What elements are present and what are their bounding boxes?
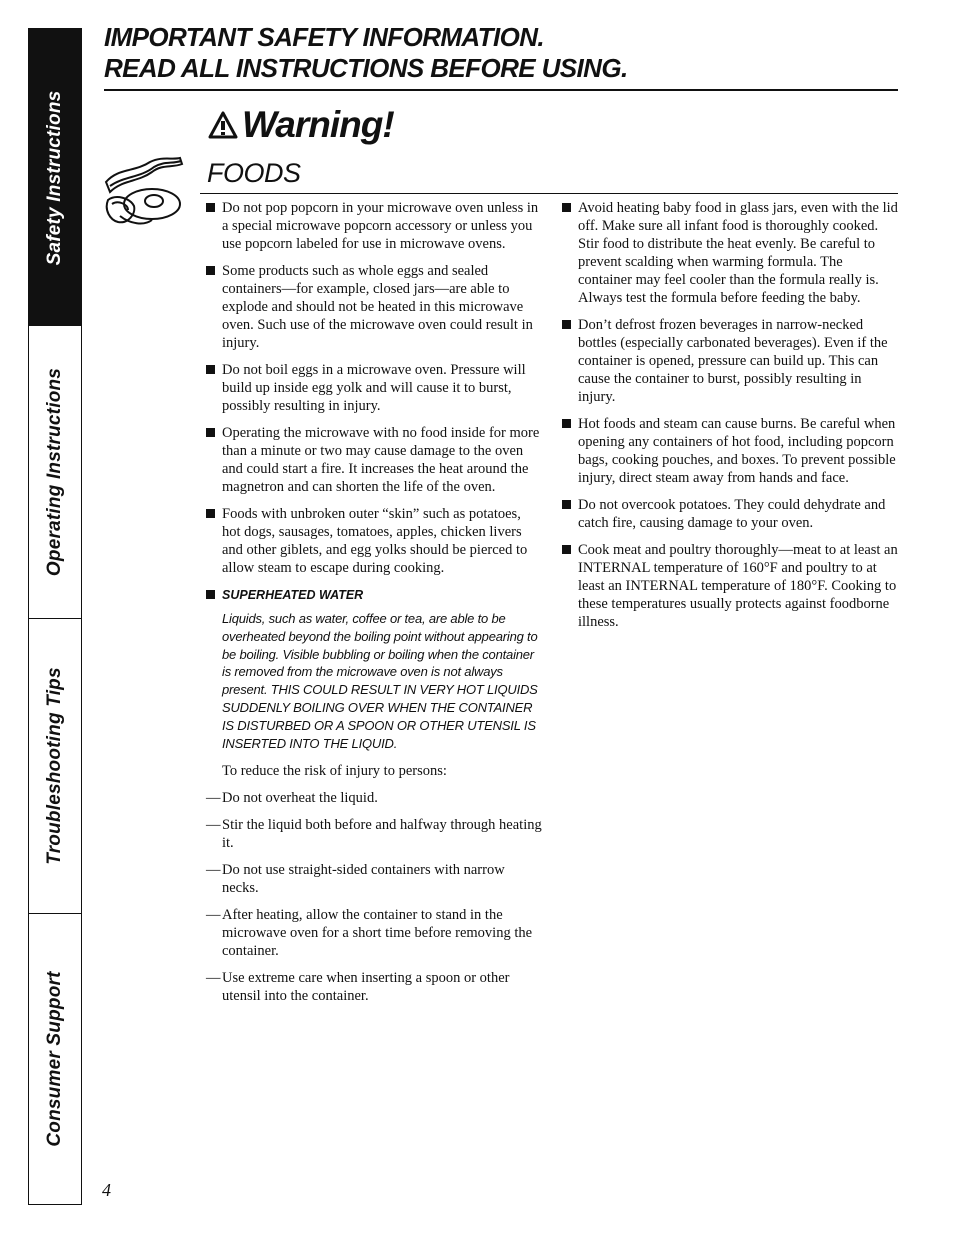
bullet-square-icon <box>562 419 571 428</box>
item-text: Foods with unbroken outer “skin” such as potatoes, hot dogs, sausages, tomatoes, apples, chicken livers and other giblets, and egg yolks should be pierced to allow steam to escape during cooking. <box>222 506 528 576</box>
superheated-paragraph: Liquids, such as water, coffee or tea, are able to be overheated beyond the boiling point without appearing to be boiling. Visible bubbling or boiling when the container is removed from the microwave oven is not always present. THIS COULD RESULT IN VERY HOT LIQUIDS SUDDENLY BOILING OVER WHEN THE CONTAINER IS DISTURBED OR A SPOON OR OTHER UTENSIL IS INSERTED INTO THE LIQUID. <box>222 611 538 751</box>
superheated-heading: SUPERHEATED WATER <box>222 588 364 602</box>
tab-safety-instructions[interactable] <box>29 29 81 326</box>
tab-operating-instructions[interactable] <box>29 326 81 618</box>
dash-text: Do not overheat the liquid. <box>222 790 378 807</box>
right-column <box>562 199 898 640</box>
em-dash: — <box>206 790 221 807</box>
tab-label: Troubleshooting Tips <box>44 666 65 865</box>
dash-item <box>206 969 542 1005</box>
page-number: 4 <box>102 1180 111 1200</box>
header-line-2: READ ALL INSTRUCTIONS BEFORE USING. <box>104 53 628 83</box>
item-text: Do not pop popcorn in your microwave oven unless in a special microwave popcorn accessory or unless you use popcorn labeled for use in microwave ovens. <box>222 200 539 252</box>
em-dash: — <box>206 907 221 924</box>
list-item <box>562 316 898 406</box>
dash-text: Do not use straight-sided containers with narrow necks. <box>222 862 505 897</box>
tab-consumer-support[interactable] <box>29 913 81 1204</box>
section-tabs <box>28 28 82 1205</box>
dash-item <box>206 861 542 897</box>
bullet-square-icon <box>206 203 215 212</box>
list-item <box>562 496 898 532</box>
dash-text: After heating, allow the container to stand in the microwave oven for a short time before removing the container. <box>222 907 533 960</box>
list-item <box>206 505 542 577</box>
tab-troubleshooting-tips[interactable] <box>29 618 81 913</box>
tab-label: Consumer Support <box>44 970 65 1147</box>
tab-label: Safety Instructions <box>44 90 65 265</box>
header-line-1: IMPORTANT SAFETY INFORMATION. <box>104 22 544 52</box>
item-text: Hot foods and steam can cause burns. Be careful when opening any containers of hot food, including popcorn bags, cooking pouches, and boxes. To prevent possible injury, direct steam away from hands and face. <box>578 416 896 486</box>
bullet-square-icon <box>562 545 571 554</box>
list-item <box>206 361 542 415</box>
list-item <box>206 199 542 253</box>
section-title: FOODS <box>207 158 301 188</box>
superheated-intro: To reduce the risk of injury to persons: <box>222 763 447 780</box>
list-item <box>562 541 898 631</box>
section-rule <box>200 193 898 194</box>
bullet-square-icon <box>206 266 215 275</box>
dash-item <box>206 816 542 852</box>
warning-heading <box>208 104 394 146</box>
page-header <box>104 22 628 84</box>
item-text: Don’t defrost frozen beverages in narrow-necked bottles (especially carbonated beverages). Even if the container is opened, pressure can build up. This can cause the container to burst, possibly resulting in injury. <box>578 317 888 405</box>
item-text: Some products such as whole eggs and sealed containers—for example, closed jars—are able to explode and should not be heated in this microwave oven. Such use of the microwave oven could result in injury. <box>222 263 533 351</box>
item-text: Cook meat and poultry thoroughly—meat to at least an INTERNAL temperature of 160°F and poultry to at least an INTERNAL temperature of 180°F. Cooking to these temperatures usually protects against foodborne illness. <box>578 542 898 630</box>
list-item <box>206 262 542 352</box>
food-bacon-egg-icon <box>100 152 190 236</box>
bullet-square-icon <box>562 203 571 212</box>
dash-item <box>206 906 542 960</box>
item-text: Do not boil eggs in a microwave oven. Pressure will build up inside egg yolk and will cause it to burst, possibly resulting in injury. <box>222 362 526 414</box>
list-item <box>562 415 898 487</box>
bullet-square-icon <box>206 509 215 518</box>
list-item <box>206 424 542 496</box>
superheated-heading-item <box>206 586 542 604</box>
bullet-square-icon <box>206 365 215 374</box>
warning-triangle-icon <box>208 111 238 139</box>
bullet-square-icon <box>562 320 571 329</box>
header-rule <box>104 89 898 91</box>
left-column <box>206 199 542 1014</box>
bullet-square-icon <box>562 500 571 509</box>
em-dash: — <box>206 817 221 834</box>
bullet-square-icon <box>206 428 215 437</box>
bullet-square-icon <box>206 590 215 599</box>
em-dash: — <box>206 970 221 987</box>
dash-item <box>206 789 542 807</box>
dash-text: Use extreme care when inserting a spoon or other utensil into the container. <box>222 970 510 1005</box>
warning-text: Warning! <box>242 104 394 145</box>
em-dash: — <box>206 862 221 879</box>
item-text: Operating the microwave with no food inside for more than a minute or two may cause damage to the oven and could start a fire. It increases the heat around the magnetron and can shorten the life of the oven. <box>222 425 540 495</box>
item-text: Avoid heating baby food in glass jars, even with the lid off. Make sure all infant food is thoroughly cooked. Stir food to distribute the heat evenly. Be careful to prevent scalding when warming formula. The container may feel cooler than the formula really is. Always test the formula before feeding the baby. <box>578 200 898 306</box>
dash-text: Stir the liquid both before and halfway through heating it. <box>222 817 542 852</box>
tab-label: Operating Instructions <box>44 367 65 577</box>
item-text: Do not overcook potatoes. They could dehydrate and catch fire, causing damage to your oven. <box>578 497 886 531</box>
list-item <box>562 199 898 307</box>
